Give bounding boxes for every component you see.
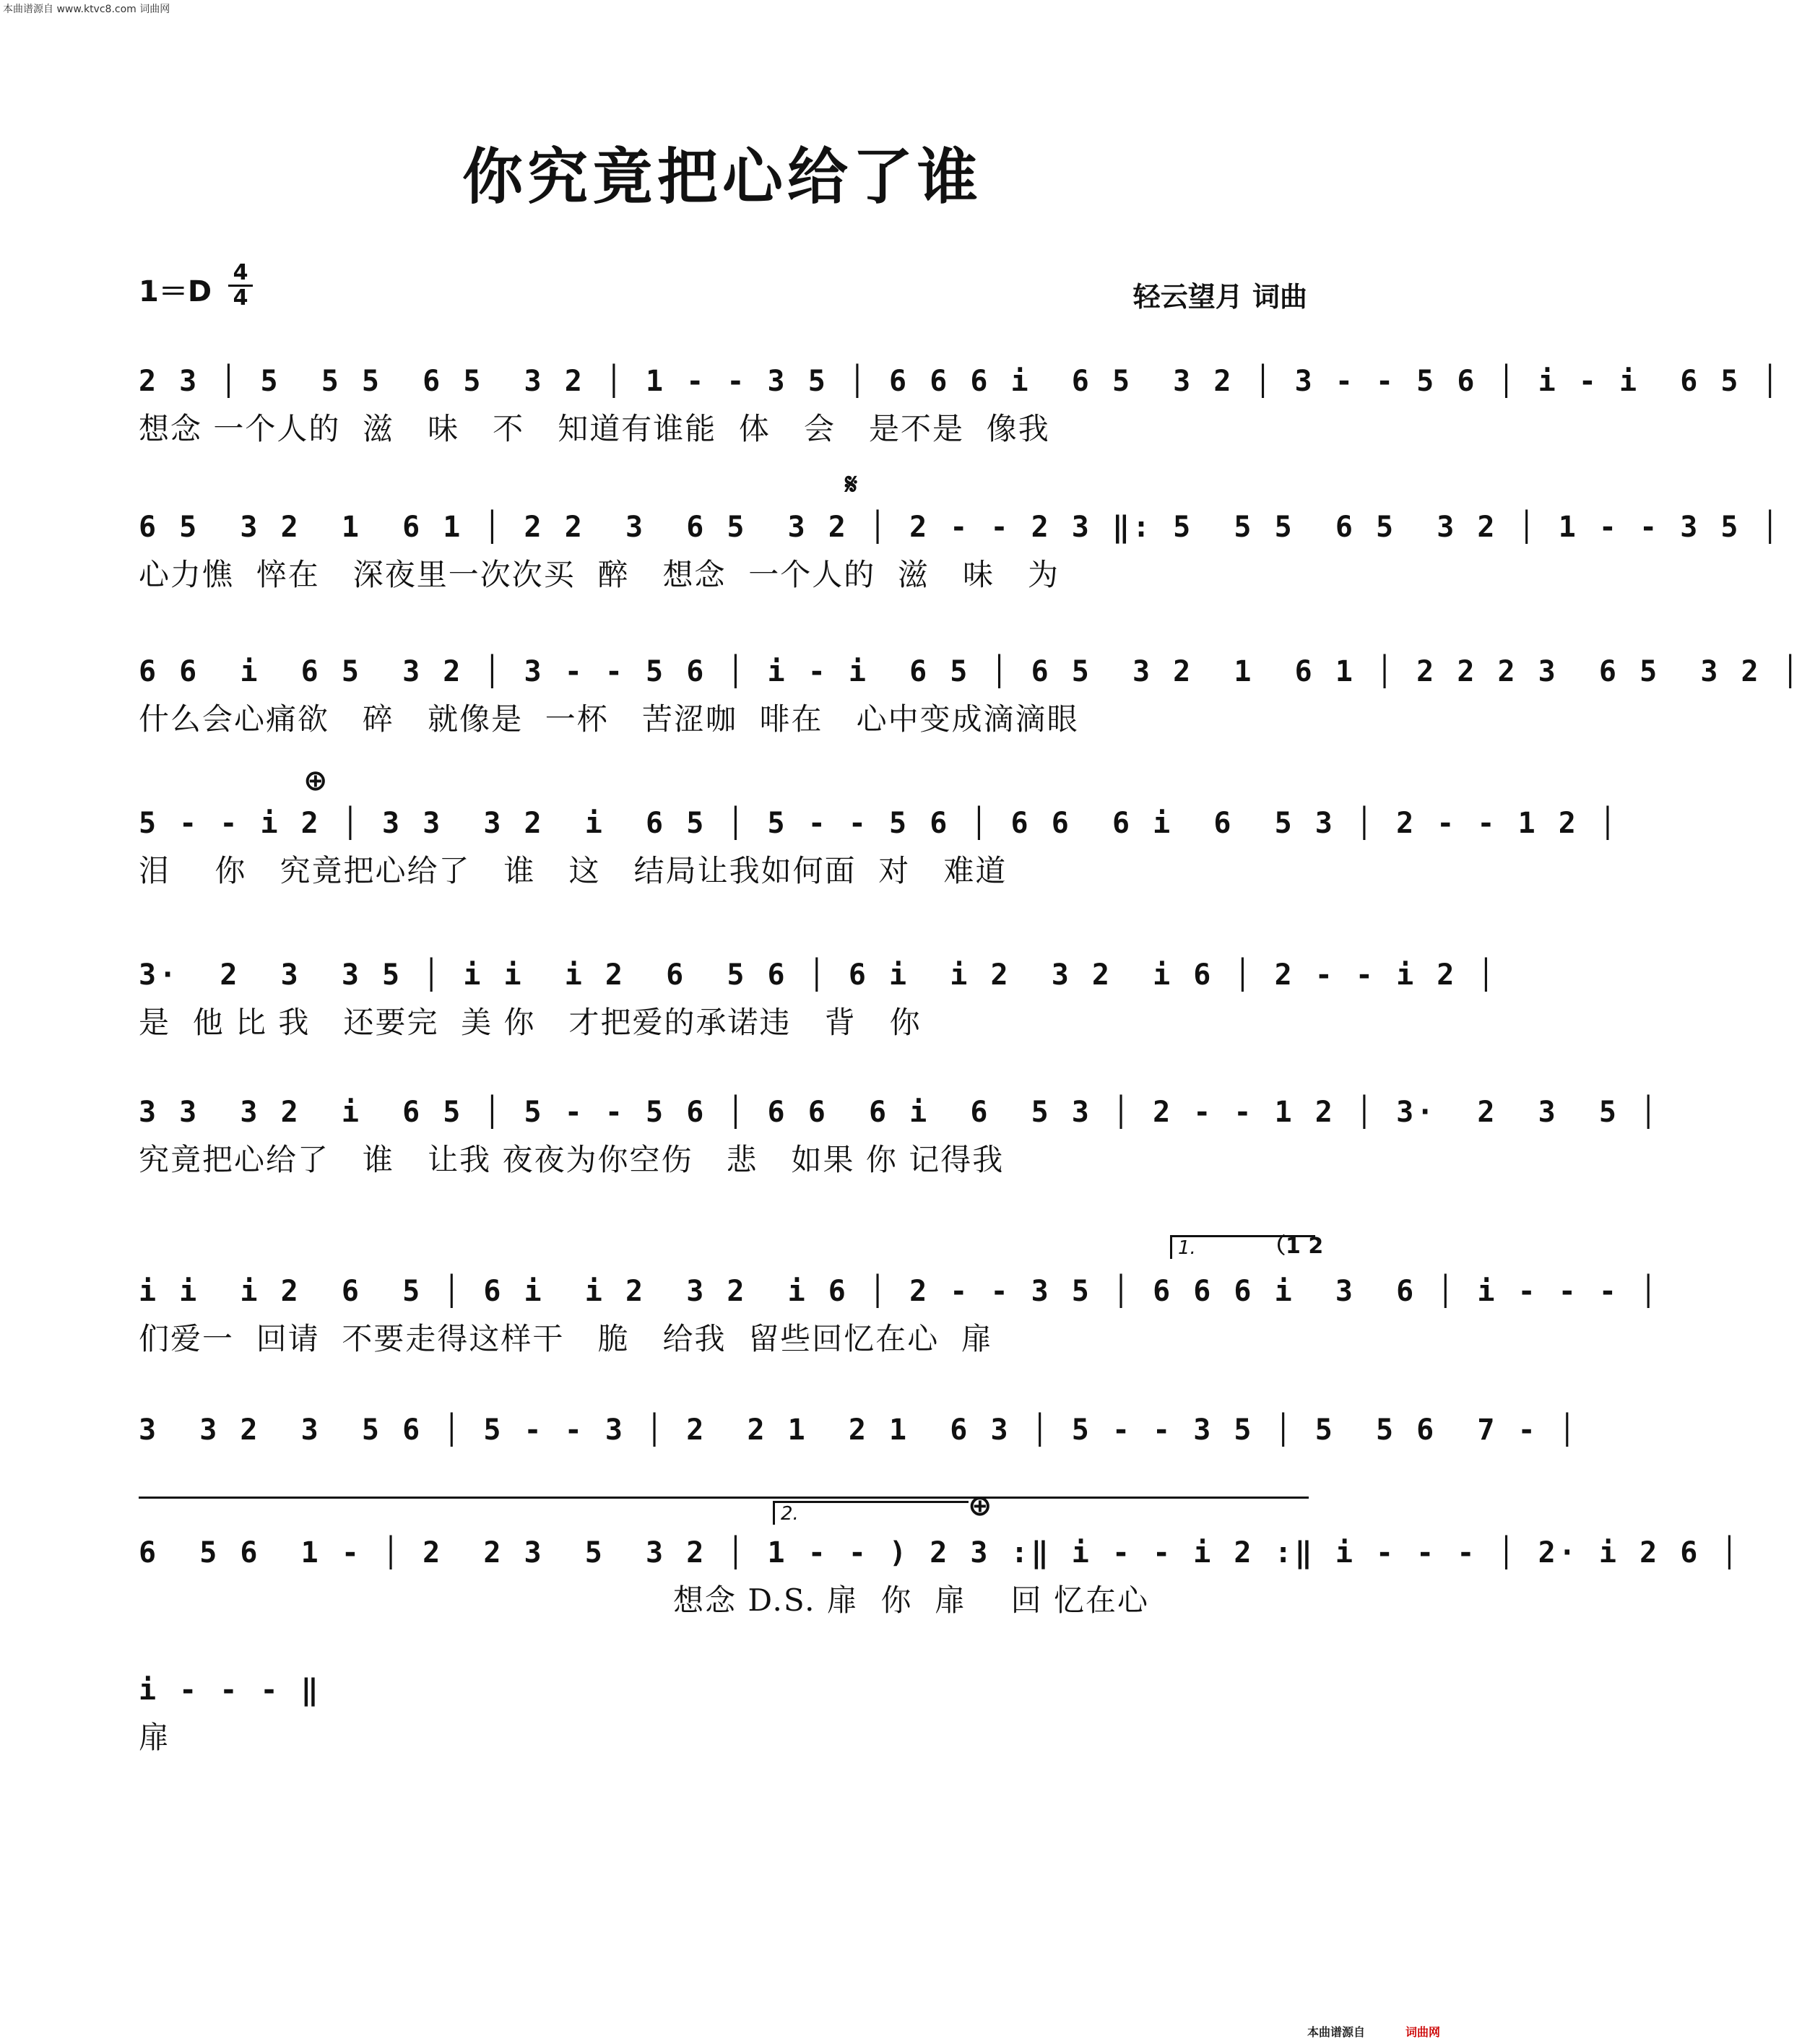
- staff-notes: 3 3 3 2 i 6 5 │ 5 - - 5 6 │ 6 6 6 i 6 5 3 │ 2 - - 1 2 │ 3· 2 3 5 │: [139, 1096, 1660, 1129]
- staff-notes: 6 5 6 1 - │ 2 2 3 5 3 2 │ 1 - - ) 2 3 :‖ i - - i 2 :‖ i - - - │ 2· i 2 6 │: [139, 1536, 1741, 1569]
- staff-3: [139, 650, 1802, 741]
- staff-1: [139, 360, 1782, 451]
- watermark-bottom-right: 词曲网: [1405, 2025, 1440, 2039]
- staff-notes: 6 6 i 6 5 3 2 │ 3 - - 5 6 │ i - i 6 5 │ 6 5 3 2 1 6 1 │ 2 2 2 3 6 5 3 2 │: [139, 655, 1802, 688]
- volta-2: 2.: [773, 1501, 969, 1525]
- song-title: 你究竟把心给了谁: [462, 141, 982, 212]
- staff-6: [139, 1091, 1660, 1182]
- staff-notes: 3· 2 3 3 5 │ i i i 2 6 5 6 │ 6 i i 2 3 2 i 6 │ 2 - - i 2 │: [139, 958, 1498, 992]
- staff-notes: 6 5 3 2 1 6 1 │ 2 2 3 6 5 3 2 │ 2 - - 2 3 ‖: 5 5 5 6 5 3 2 │ 1 - - 3 5 │: [139, 511, 1782, 544]
- credit: 轻云望月 词曲: [1132, 280, 1307, 313]
- staff-lyrics: 泪 你 究竟把心给了 谁 这 结局让我如何面 对 难道: [139, 853, 1008, 888]
- staff-lyrics: 什么会心痛欲 碎 就像是 一杯 苦涩咖 啡在 心中变成滴滴眼: [139, 701, 1079, 737]
- staff-notes: i - - - ‖: [139, 1673, 321, 1707]
- watermark-bottom-left: 本曲谱源自: [1307, 2025, 1365, 2039]
- staff-notes: 5 - - i 2 │ 3 3 3 2 i 6 5 │ 5 - - 5 6 │ 6 6 6 i 6 5 3 │ 2 - - 1 2 │: [139, 807, 1619, 840]
- key-signature: 1＝D: [139, 275, 212, 308]
- staff-notes: i i i 2 6 5 │ 6 i i 2 3 2 i 6 │ 2 - - 3 5 │ 6 6 6 i 3 6 │ i - - - │: [139, 1275, 1660, 1308]
- staff-lyrics: 们爱一 回请 不要走得这样干 脆 给我 留些回忆在心 扉: [139, 1321, 993, 1356]
- staff-lyrics: 是 他 比 我 还要完 美 你 才把爱的承诺违 背 你: [139, 1005, 922, 1040]
- staff-notes: 2 3 │ 5 5 5 6 5 3 2 │ 1 - - 3 5 │ 6 6 6 i 6 5 3 2 │ 3 - - 5 6 │ i - i 6 5 │: [139, 365, 1782, 398]
- staff-7: [139, 1270, 1660, 1361]
- staff-lyrics: 究竟把心给了 谁 让我 夜夜为你空伤 悲 如果 你 记得我: [139, 1142, 1005, 1177]
- intro-paren: （1 2: [1264, 1234, 1324, 1259]
- time-signature-top: 4: [233, 260, 248, 285]
- time-signature: [228, 261, 253, 310]
- repeat-slur-line: [139, 1497, 1309, 1499]
- staff-lyrics: 心力憔 悴在 深夜里一次次买 醉 想念 一个人的 滋 味 为: [139, 557, 1060, 592]
- staff-lyrics: 想念 一个人的 滋 味 不 知道有谁能 体 会 是不是 像我: [139, 411, 1050, 446]
- coda-icon: ⊕: [968, 1489, 992, 1523]
- staff-8: [139, 1408, 1579, 1452]
- staff-2: [139, 506, 1782, 597]
- staff-10: [139, 1668, 1309, 1759]
- staff-4: [139, 802, 1619, 893]
- staff-notes: 3 3 2 3 5 6 │ 5 - - 3 │ 2 2 1 2 1 6 3 │ 5 - - 3 5 │ 5 5 6 7 - │: [139, 1413, 1579, 1447]
- staff-lyrics: 扉: [139, 1720, 171, 1755]
- segno-icon: 𝄋: [845, 468, 858, 501]
- staff-5: [139, 953, 1498, 1044]
- coda-icon: ⊕: [303, 764, 328, 797]
- staff-lyrics: 想念 D.S. 扉 你 扉 回 忆在心: [673, 1582, 1150, 1618]
- watermark-top: 本曲谱源自 www.ktvc8.com 词曲网: [3, 4, 170, 15]
- volta-1: 1.: [1170, 1235, 1315, 1259]
- time-signature-bottom: 4: [228, 285, 253, 310]
- staff-9: [139, 1531, 1741, 1622]
